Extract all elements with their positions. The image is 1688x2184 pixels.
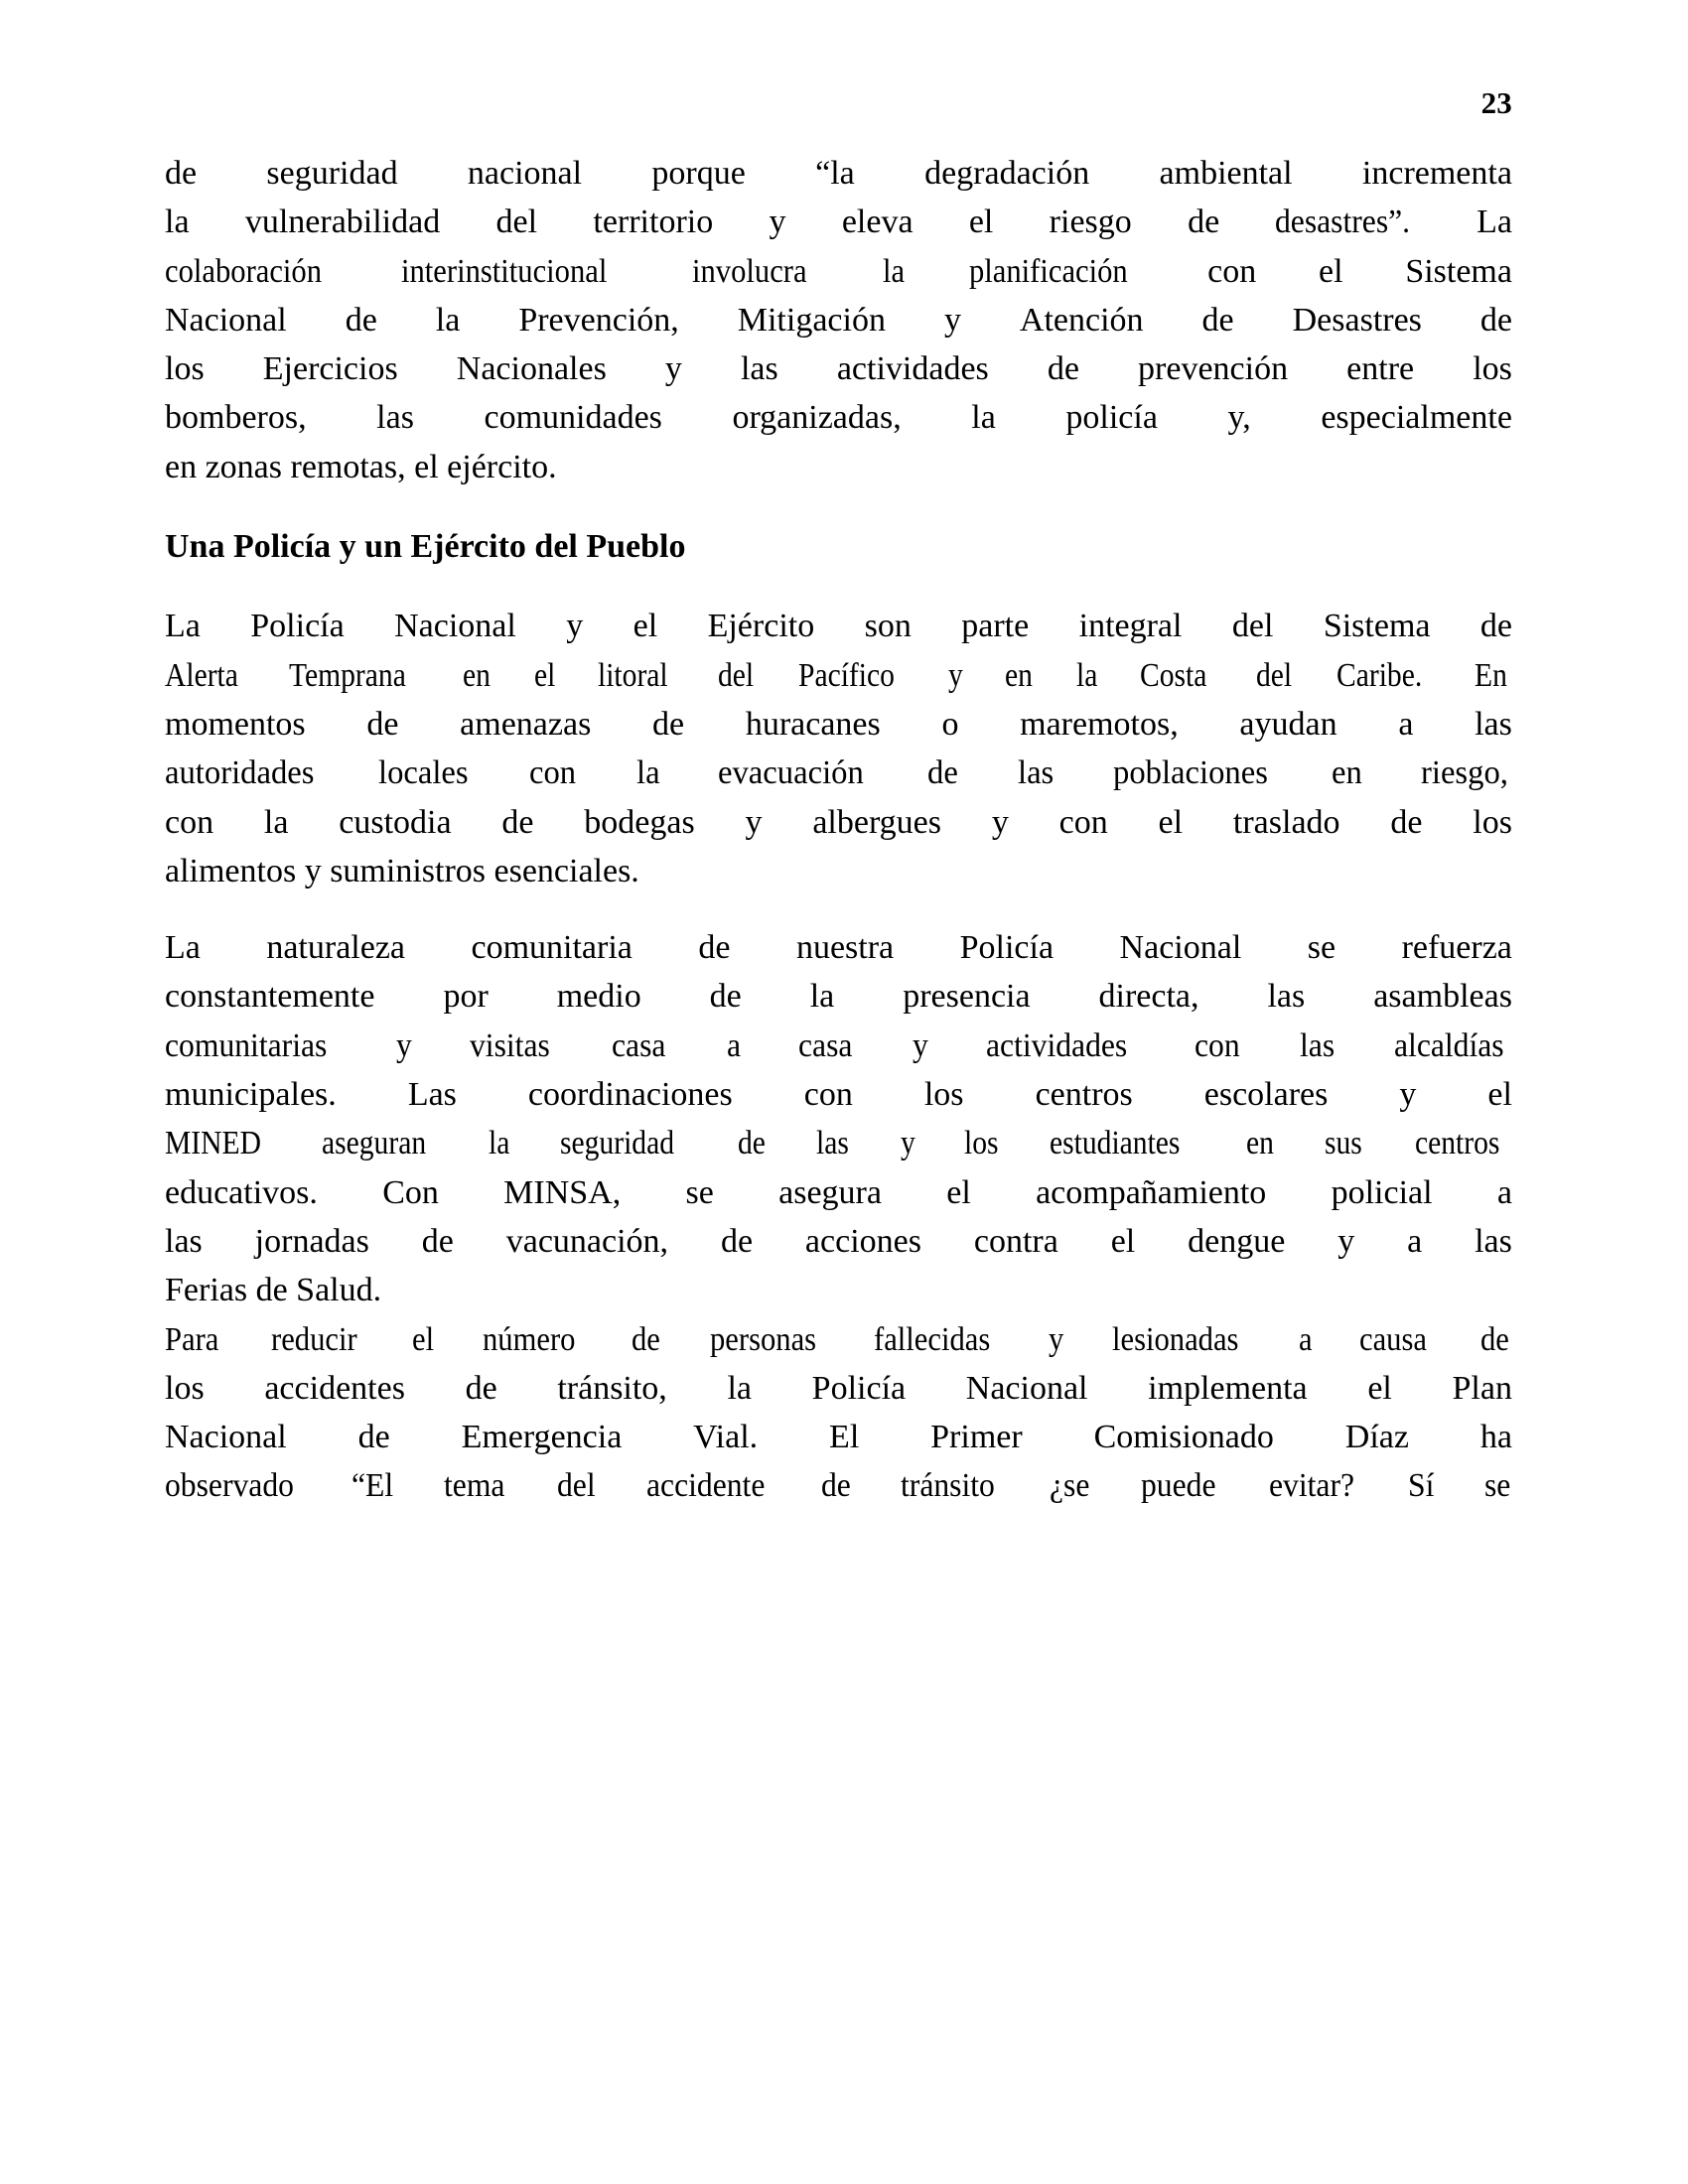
word: lesionadas [1111,1320,1239,1358]
word: alcaldías [1394,1026,1504,1064]
word: con [1058,803,1108,841]
word: los [1473,350,1512,388]
word: reducir [270,1320,357,1358]
word: policía [1065,399,1158,437]
word: se [1483,1467,1510,1505]
text-line [165,198,1512,246]
word: Costa [1139,656,1207,694]
word: acciones [804,1222,921,1260]
word: casa [797,1026,853,1064]
word: el [968,204,994,241]
word: organizadas, [732,399,902,437]
word: de [632,1320,661,1358]
word: aseguran [322,1125,427,1162]
word: ha [1479,1419,1512,1456]
word: del [495,204,538,241]
word: la [1075,656,1097,694]
word: en [1332,754,1362,792]
word: en [1246,1125,1275,1162]
word: de [1390,803,1423,841]
word: y, [1227,399,1251,437]
word: Emergencia [461,1419,623,1456]
word: constantemente [165,978,375,1016]
word: de [345,301,377,339]
word: puede [1140,1467,1216,1505]
word: Mitigación [737,301,886,339]
text-line [165,247,1512,296]
word: con [529,754,577,792]
word: del [1231,608,1274,645]
word: de [698,929,731,967]
word: desastres”. [1275,204,1411,241]
word: La [165,608,201,645]
word: el [1319,252,1343,290]
word: degradación [924,155,1090,192]
word: asegura [778,1173,882,1211]
word: a [1298,1320,1313,1358]
word: de [720,1222,754,1260]
text-line: en zonas remotas, el ejército. [165,448,557,485]
word: número [483,1320,576,1358]
word: las [1475,705,1512,743]
word: ¿se [1050,1467,1090,1505]
text-line [165,1413,1512,1461]
word: los [165,350,205,388]
word: Policía [811,1369,907,1407]
word: la [727,1369,753,1407]
word: asambleas [1373,978,1512,1016]
word: implementa [1148,1369,1308,1407]
word: sus [1325,1125,1363,1162]
word: el [533,656,555,694]
text-line: Ferias de Salud. [165,1272,382,1309]
word: y [566,608,584,645]
word: y [943,301,961,339]
word: directa, [1098,978,1199,1016]
word: accidente [645,1467,766,1505]
word: autoridades [165,754,315,792]
word: la [435,301,461,339]
word: porque [651,155,746,192]
word: las [1017,754,1054,792]
word: de [465,1369,497,1407]
word: Para [165,1320,219,1358]
spacer [165,895,1512,923]
word: tránsito, [557,1369,667,1407]
word: las [740,350,778,388]
word: actividades [836,350,989,388]
word: refuerza [1401,929,1512,967]
text-line [165,393,1512,442]
text-line [165,1168,1512,1217]
word: y [1049,1320,1064,1358]
word: en [462,656,491,694]
page-number: 23 [1480,85,1512,120]
word: del [717,656,754,694]
paragraph-3 [165,923,1512,1314]
word: ayudan [1239,705,1337,743]
word: evitar? [1268,1467,1354,1505]
word: a [1407,1222,1423,1260]
word: huracanes [745,705,881,743]
word: Ejército [707,608,815,645]
text-line [165,296,1512,344]
word: centros [1035,1076,1133,1114]
word: educativos. [165,1173,318,1211]
word: Temprana [288,656,406,694]
spacer [165,491,1512,522]
word: con [803,1076,853,1114]
word: vulnerabilidad [244,204,441,241]
word: presencia [903,978,1031,1016]
word: de [1047,350,1079,388]
word: con [1195,1026,1240,1064]
word: observado [165,1467,294,1505]
word: involucra [692,252,808,290]
word: Prevención, [518,301,679,339]
word: prevención [1138,350,1289,388]
word: Atención [1019,301,1144,339]
word: del [557,1467,596,1505]
word: casa [612,1026,666,1064]
word: y [745,803,763,841]
word: con [165,803,214,841]
word: Nacional [165,1419,287,1456]
word: Nacional [394,608,516,645]
word: las [165,1222,203,1260]
word: integral [1078,608,1183,645]
word: y [948,656,963,694]
word: y [395,1026,412,1064]
text-line [165,149,1512,198]
word: entre [1346,350,1415,388]
word: riesgo, [1421,754,1509,792]
word: Nacional [965,1369,1088,1407]
word: “la [815,155,855,192]
text-line [165,749,1512,797]
word: las [1300,1026,1336,1064]
text-line: alimentos y suministros esenciales. [165,852,639,889]
word: seguridad [559,1125,674,1162]
word: y [913,1026,929,1064]
word: albergues [812,803,942,841]
text-line [165,923,1512,972]
word: los [165,1369,205,1407]
word: y [664,350,682,388]
word: Sistema [1405,252,1512,290]
word: el [633,608,658,645]
paragraph-4 [165,1315,1512,1511]
word: las [1475,1222,1512,1260]
word: custodia [339,803,452,841]
text-line [165,798,1512,847]
word: escolares [1203,1076,1329,1114]
paragraph-1 [165,149,1512,491]
word: de [1479,1320,1509,1358]
word: Nacionales [456,350,607,388]
word: a [1496,1173,1512,1211]
word: comunidades [484,399,662,437]
word: se [1307,929,1336,967]
word: las [376,399,414,437]
text-line [165,700,1512,749]
word: las [815,1125,849,1162]
word: comunitaria [471,929,633,967]
word: eleva [841,204,914,241]
word: en [1004,656,1033,694]
text-line [165,1315,1512,1364]
spacer [165,571,1512,602]
word: Nacional [165,301,287,339]
word: La [1477,204,1512,241]
word: las [1267,978,1306,1016]
word: de [927,754,959,792]
word: Desastres [1292,301,1422,339]
word: de [1479,608,1512,645]
word: los [923,1076,964,1114]
text-line [165,1217,1512,1266]
word: MINSA, [503,1173,622,1211]
word: el [946,1173,971,1211]
section-heading: Una Policía y un Ejército del Pueblo [165,528,686,566]
word: y [769,204,786,241]
word: maremotos, [1020,705,1179,743]
word: de [357,1419,390,1456]
word: Con [382,1173,439,1211]
word: son [864,608,912,645]
word: La [165,929,201,967]
word: personas [709,1320,816,1358]
word: Comisionado [1093,1419,1274,1456]
word: o [941,705,959,743]
word: y [1399,1076,1417,1114]
word: de [165,155,198,192]
word: a [726,1026,741,1064]
word: Alerta [165,656,238,694]
word: colaboración [165,252,323,290]
word: Plan [1452,1369,1512,1407]
word: Díaz [1344,1419,1409,1456]
word: jornadas [254,1222,369,1260]
word: el [1158,803,1184,841]
word: ambiental [1159,155,1293,192]
word: el [1110,1222,1136,1260]
text-column [165,149,1512,1511]
text-line [165,1119,1512,1167]
word: de [737,1125,766,1162]
paragraph-2 [165,602,1512,895]
word: litoral [597,656,668,694]
word: medio [556,978,641,1016]
word: amenazas [460,705,592,743]
word: el [1487,1076,1512,1114]
word: Sistema [1323,608,1431,645]
word: MINED [165,1125,261,1162]
word: vacunación, [505,1222,669,1260]
word: los [963,1125,999,1162]
word: planificación [968,252,1128,290]
text-line [165,1461,1512,1510]
word: Pacífico [798,656,895,694]
text-line [165,1022,1512,1070]
word: El [829,1419,860,1456]
word: y [900,1125,915,1162]
word: actividades [986,1026,1128,1064]
word: visitas [469,1026,550,1064]
word: En [1475,656,1507,694]
word: los [1473,803,1512,841]
word: de [1188,204,1220,241]
word: municipales. [165,1076,337,1114]
word: momentos [165,705,306,743]
word: de [421,1222,454,1260]
word: y [1337,1222,1355,1260]
word: se [685,1173,714,1211]
word: de [652,705,685,743]
word: contra [973,1222,1058,1260]
word: naturaleza [266,929,406,967]
word: la [635,754,660,792]
word: Nacional [1119,929,1242,967]
word: especialmente [1321,399,1512,437]
word: riesgo [1049,204,1132,241]
word: la [809,978,835,1016]
word: Ejercicios [262,350,398,388]
word: comunitarias [165,1026,328,1064]
word: el [1367,1369,1392,1407]
word: fallecidas [873,1320,991,1358]
word: evacuación [718,754,865,792]
text-line [165,651,1512,700]
word: locales [377,754,469,792]
word: Las [407,1076,457,1114]
word: coordinaciones [527,1076,733,1114]
word: con [1207,252,1257,290]
word: del [1256,656,1293,694]
word: estudiantes [1050,1125,1181,1162]
word: la [971,399,996,437]
word: Vial. [693,1419,759,1456]
word: el [412,1320,435,1358]
word: “El [351,1467,393,1505]
word: y [991,803,1009,841]
word: la [263,803,289,841]
word: acompañamiento [1036,1173,1267,1211]
word: incrementa [1361,155,1512,192]
word: de [1201,301,1234,339]
word: la [489,1125,510,1162]
word: dengue [1188,1222,1286,1260]
word: parte [961,608,1030,645]
word: Sí [1408,1467,1435,1505]
word: territorio [593,204,714,241]
text-line [165,1070,1512,1119]
word: accidentes [264,1369,405,1407]
word: poblaciones [1112,754,1268,792]
word: a [1398,705,1414,743]
word: tránsito [901,1467,995,1505]
word: bomberos, [165,399,307,437]
word: de [501,803,534,841]
word: nuestra [795,929,895,967]
word: de [1479,301,1512,339]
word: causa [1358,1320,1427,1358]
text-line [165,602,1512,650]
word: seguridad [266,155,398,192]
word: centros [1414,1125,1500,1162]
word: la [882,252,905,290]
text-line [165,1364,1512,1413]
word: Caribe. [1336,656,1423,694]
text-line [165,344,1512,393]
word: tema [444,1467,505,1505]
word: de [709,978,742,1016]
word: traslado [1232,803,1340,841]
word: de [821,1467,851,1505]
word: nacional [467,155,583,192]
word: bodegas [584,803,695,841]
word: Primer [930,1419,1023,1456]
word: policial [1331,1173,1433,1211]
word: la [165,204,190,241]
word: de [366,705,399,743]
word: interinstitucional [401,252,608,290]
word: Policía [959,929,1055,967]
page-header [165,87,1512,129]
word: Policía [250,608,345,645]
text-line [165,972,1512,1021]
word: por [443,978,489,1016]
